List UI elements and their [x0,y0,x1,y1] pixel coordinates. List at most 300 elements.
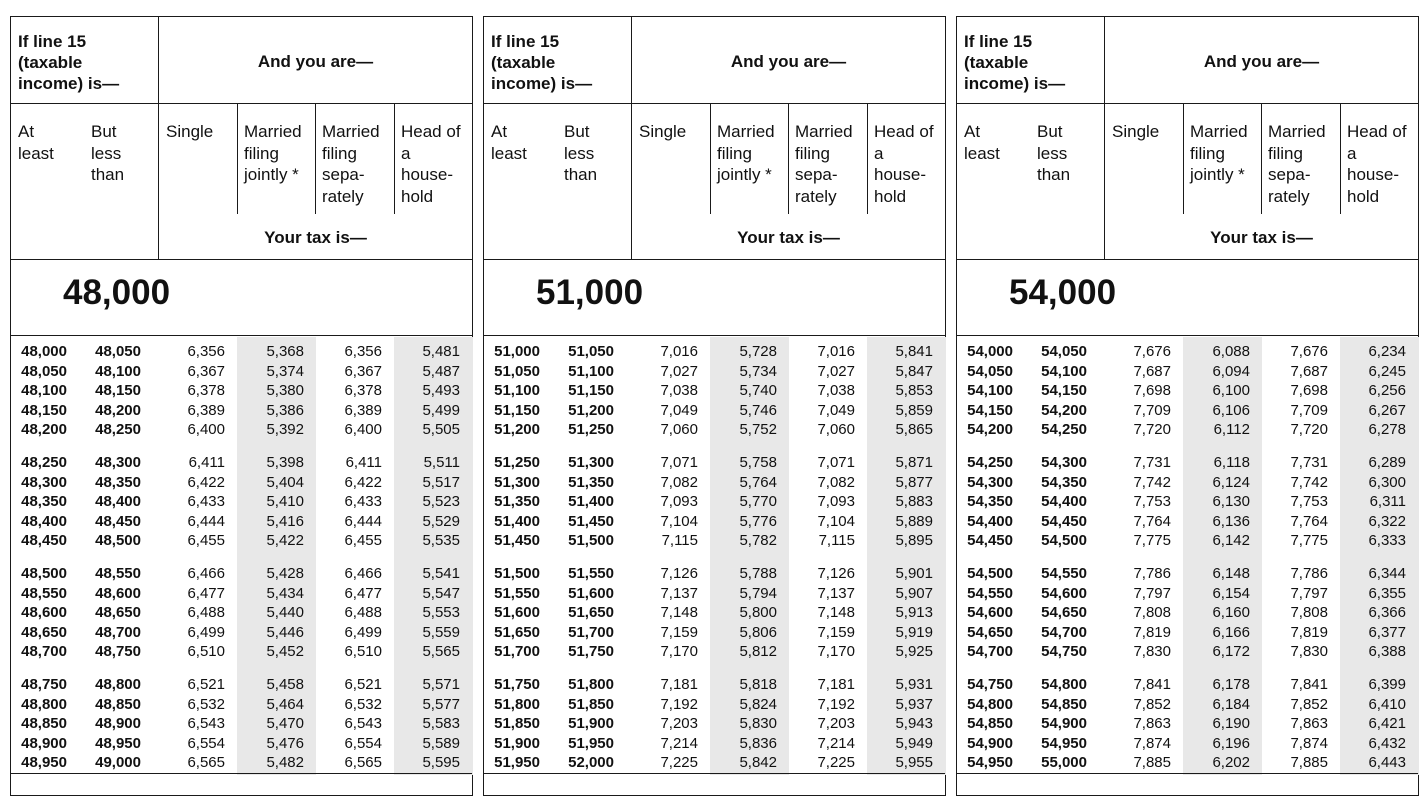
cell-head-of-household: 5,949 [895,734,933,752]
cell-married-separately: 7,753 [1290,493,1328,511]
cell-at-least: 51,250 [494,453,540,471]
cell-single: 7,115 [661,532,698,550]
cell-married-separately: 7,093 [817,493,855,511]
cell-but-less-than: 54,700 [1041,623,1087,641]
row-group [11,453,472,551]
cell-at-least: 51,350 [494,493,540,511]
table-row [484,753,945,773]
status-col-divider [788,103,789,214]
cell-but-less-than: 51,500 [568,532,614,550]
cell-but-less-than: 48,300 [95,453,141,471]
cell-at-least: 54,450 [967,532,1013,550]
cell-single: 6,543 [187,715,225,733]
cell-head-of-household: 5,493 [422,382,460,400]
cell-at-least: 48,750 [21,675,67,693]
cell-at-least: 54,150 [967,401,1013,419]
cell-at-least: 51,800 [494,695,540,713]
cell-at-least: 48,050 [21,362,67,380]
cell-at-least: 54,600 [967,604,1013,622]
cell-single: 7,038 [660,382,698,400]
cell-at-least: 54,350 [967,493,1013,511]
cell-at-least: 48,600 [21,604,67,622]
cell-single: 6,477 [187,584,225,602]
table-row [11,623,472,643]
cell-at-least: 54,700 [967,643,1013,661]
cell-married-jointly: 5,422 [266,532,304,550]
cell-single: 6,466 [187,564,225,582]
cell-married-jointly: 6,124 [1212,473,1250,491]
col-but-less-than-header: But less than [91,122,125,184]
table-row [957,584,1418,604]
cell-but-less-than: 51,450 [568,512,614,530]
cell-but-less-than: 51,600 [568,584,614,602]
table-row [11,753,472,773]
table-body [11,342,472,786]
cell-single: 7,874 [1133,734,1171,752]
cell-at-least: 51,900 [494,734,540,752]
cell-at-least: 54,900 [967,734,1013,752]
cell-single: 6,488 [187,604,225,622]
table-row [11,342,472,362]
table-row [11,734,472,754]
cell-at-least: 51,700 [494,643,540,661]
table-row [11,531,472,551]
cell-but-less-than: 51,900 [568,715,614,733]
cell-married-jointly: 6,160 [1212,604,1250,622]
col-single-header: Single [166,122,214,141]
cell-married-separately: 7,082 [817,473,855,491]
row-group [957,564,1418,662]
tax-panel-2 [483,16,946,796]
cell-single: 6,499 [187,623,225,641]
table-row [484,473,945,493]
cell-at-least: 51,650 [494,623,540,641]
cell-single: 7,863 [1133,715,1171,733]
cell-married-separately: 6,554 [344,734,382,752]
cell-head-of-household: 6,443 [1368,754,1406,772]
cell-but-less-than: 48,900 [95,715,141,733]
cell-single: 6,532 [187,695,225,713]
col-at-least-header: At least [18,122,54,163]
table-row [957,492,1418,512]
cell-single: 7,170 [660,643,698,661]
cell-but-less-than: 54,500 [1041,532,1087,550]
cell-single: 7,225 [660,754,698,772]
cell-married-jointly: 5,800 [739,604,777,622]
row-group [957,453,1418,551]
table-row [484,381,945,401]
table-row [484,584,945,604]
cell-married-separately: 7,885 [1290,754,1328,772]
cell-head-of-household: 5,847 [895,362,933,380]
cell-at-least: 51,850 [494,715,540,733]
cell-single: 7,698 [1133,382,1171,400]
cell-at-least: 48,500 [21,564,67,582]
cell-single: 7,126 [660,564,698,582]
cell-married-separately: 6,433 [344,493,382,511]
cell-single: 6,356 [187,343,225,360]
cell-married-jointly: 6,196 [1212,734,1250,752]
header-bottom-rule [957,259,1418,260]
cell-at-least: 51,400 [494,512,540,530]
cell-single: 7,137 [660,584,698,602]
cell-married-jointly: 5,416 [266,512,304,530]
cell-head-of-household: 5,583 [422,715,460,733]
cell-married-jointly: 5,434 [266,584,304,602]
cell-married-jointly: 5,770 [739,493,777,511]
cell-single: 7,753 [1133,493,1171,511]
cell-married-separately: 7,104 [817,512,855,530]
cell-married-separately: 7,214 [817,734,855,752]
cell-married-jointly: 5,476 [266,734,304,752]
cell-married-separately: 7,170 [817,643,855,661]
cell-single: 7,071 [660,453,698,471]
cell-married-separately: 7,687 [1290,362,1328,380]
tax-panel-1 [10,16,473,796]
cell-married-separately: 6,532 [344,695,382,713]
cell-but-less-than: 54,600 [1041,584,1087,602]
table-row [11,420,472,440]
cell-single: 7,797 [1133,584,1171,602]
table-body [957,342,1418,786]
table-row [957,623,1418,643]
cell-at-least: 48,350 [21,493,67,511]
cell-married-jointly: 5,740 [739,382,777,400]
table-row [11,453,472,473]
cell-married-separately: 7,038 [817,382,855,400]
cell-at-least: 48,400 [21,512,67,530]
cell-head-of-household: 5,481 [422,343,460,360]
cell-at-least: 54,500 [967,564,1013,582]
cell-head-of-household: 5,883 [895,493,933,511]
cell-married-separately: 6,356 [344,343,382,360]
cell-married-separately: 7,126 [817,564,855,582]
cell-single: 7,093 [660,493,698,511]
cell-married-jointly: 6,118 [1213,453,1250,471]
cell-head-of-household: 6,377 [1368,623,1406,641]
col-married-jointly-header: Married filing jointly * [717,122,775,184]
cell-at-least: 48,800 [21,695,67,713]
cell-single: 7,049 [660,401,698,419]
cell-married-jointly: 5,398 [266,453,304,471]
status-col-divider [237,103,238,214]
cell-single: 7,764 [1133,512,1171,530]
cell-married-jointly: 5,782 [739,532,777,550]
if-line-label: If line 15 (taxable income) is— [964,32,1066,93]
and-you-are-label: And you are— [730,52,847,71]
your-tax-is-label: Your tax is— [264,228,367,247]
row-group [484,453,945,551]
cell-married-jointly: 5,482 [266,754,304,772]
table-row [957,642,1418,662]
col-head-of-household-header: Head of a house- hold [401,122,461,206]
cell-single: 7,742 [1133,473,1171,491]
cell-married-separately: 6,444 [344,512,382,530]
row-group [484,564,945,662]
table-row [11,362,472,382]
cell-single: 6,521 [187,675,225,693]
cell-married-jointly: 5,428 [266,564,304,582]
header-bottom-rule [11,259,472,260]
cell-but-less-than: 54,200 [1041,401,1087,419]
cell-but-less-than: 49,000 [95,754,141,772]
cell-married-jointly: 5,794 [739,584,777,602]
cell-at-least: 54,550 [967,584,1013,602]
cell-married-jointly: 6,100 [1212,382,1250,400]
cell-but-less-than: 48,700 [95,623,141,641]
table-row [484,623,945,643]
section-bottom-rule [484,335,945,336]
cell-at-least: 54,850 [967,715,1013,733]
cell-single: 7,060 [660,421,698,439]
cell-head-of-household: 5,595 [422,754,460,772]
cell-at-least: 48,850 [21,715,67,733]
cell-single: 6,444 [187,512,225,530]
table-row [957,473,1418,493]
status-col-divider [315,103,316,214]
cell-at-least: 54,950 [967,754,1013,772]
cell-married-separately: 6,411 [345,453,382,471]
cell-but-less-than: 51,100 [568,362,614,380]
cell-but-less-than: 54,350 [1041,473,1087,491]
cell-head-of-household: 6,344 [1368,564,1406,582]
cell-married-separately: 7,676 [1290,343,1328,360]
cell-married-separately: 7,709 [1290,401,1328,419]
cell-married-separately: 7,027 [817,362,855,380]
cell-but-less-than: 54,800 [1041,675,1087,693]
cell-married-jointly: 6,178 [1212,675,1250,693]
table-row [11,695,472,715]
cell-at-least: 54,050 [967,362,1013,380]
cell-single: 7,841 [1133,675,1171,693]
cell-married-separately: 7,148 [817,604,855,622]
cell-single: 6,422 [187,473,225,491]
cell-head-of-household: 5,913 [895,604,933,622]
cell-married-separately: 6,477 [344,584,382,602]
cell-single: 7,148 [660,604,698,622]
cell-single: 7,720 [1133,421,1171,439]
table-row [957,564,1418,584]
cell-married-jointly: 6,106 [1212,401,1250,419]
cell-at-least: 48,900 [21,734,67,752]
cell-at-least: 48,150 [21,401,67,419]
cell-married-separately: 6,466 [344,564,382,582]
table-row [957,512,1418,532]
cell-married-jointly: 5,728 [739,343,777,360]
cell-head-of-household: 5,841 [895,343,933,360]
cell-married-separately: 7,159 [817,623,855,641]
section-bottom-rule [957,335,1418,336]
cell-single: 7,027 [660,362,698,380]
cell-head-of-household: 5,871 [895,453,933,471]
table-row [957,420,1418,440]
cell-married-jointly: 5,734 [739,362,777,380]
cell-head-of-household: 6,311 [1369,493,1406,511]
table-row [484,342,945,362]
cell-head-of-household: 5,937 [895,695,933,713]
cell-but-less-than: 48,550 [95,564,141,582]
cell-single: 6,367 [187,362,225,380]
cell-head-of-household: 5,565 [422,643,460,661]
cell-at-least: 51,600 [494,604,540,622]
table-row [484,512,945,532]
cell-married-separately: 7,874 [1290,734,1328,752]
cell-married-separately: 7,720 [1290,421,1328,439]
cell-head-of-household: 5,553 [422,604,460,622]
table-row [484,714,945,734]
cell-at-least: 48,650 [21,623,67,641]
row-group [11,342,472,440]
your-tax-is-label: Your tax is— [1210,228,1313,247]
cell-married-separately: 7,049 [817,401,855,419]
cell-at-least: 48,000 [21,343,67,360]
cell-married-separately: 7,731 [1290,453,1328,471]
cell-but-less-than: 54,550 [1041,564,1087,582]
cell-married-separately: 6,455 [344,532,382,550]
cell-at-least: 54,300 [967,473,1013,491]
cell-but-less-than: 48,150 [95,382,141,400]
cell-but-less-than: 51,050 [568,343,614,360]
row-group [957,342,1418,440]
cell-single: 6,389 [187,401,225,419]
cell-but-less-than: 48,100 [95,362,141,380]
table-row [11,512,472,532]
cell-single: 7,104 [660,512,698,530]
cell-married-jointly: 6,166 [1212,623,1250,641]
cell-single: 6,411 [188,453,225,471]
cell-but-less-than: 48,600 [95,584,141,602]
if-line-label: If line 15 (taxable income) is— [491,32,593,93]
cell-head-of-household: 5,535 [422,532,460,550]
cell-single: 7,016 [660,343,698,360]
status-col-divider [1183,103,1184,214]
cell-head-of-household: 5,505 [422,421,460,439]
cell-at-least: 51,000 [494,343,540,360]
cell-single: 6,455 [187,532,225,550]
cell-married-jointly: 5,836 [739,734,777,752]
cell-but-less-than: 51,750 [568,643,614,661]
cell-married-jointly: 6,088 [1212,343,1250,360]
table-body [484,342,945,786]
cell-head-of-household: 6,256 [1368,382,1406,400]
cell-head-of-household: 5,517 [422,473,460,491]
cell-single: 7,181 [660,675,698,693]
cell-married-separately: 6,565 [344,754,382,772]
table-row [957,675,1418,695]
cell-but-less-than: 48,400 [95,493,141,511]
cell-married-jointly: 5,440 [266,604,304,622]
cell-single: 7,852 [1133,695,1171,713]
and-you-are-label: And you are— [257,52,374,71]
cell-head-of-household: 5,931 [895,675,933,693]
cell-but-less-than: 54,750 [1041,643,1087,661]
cell-at-least: 51,050 [494,362,540,380]
row-group [11,564,472,662]
cell-head-of-household: 5,919 [895,623,933,641]
cell-married-jointly: 6,112 [1213,421,1250,439]
cell-at-least: 51,150 [494,401,540,419]
cell-single: 7,885 [1133,754,1171,772]
cell-married-separately: 7,863 [1290,715,1328,733]
cell-but-less-than: 55,000 [1041,754,1087,772]
cell-at-least: 54,750 [967,675,1013,693]
cell-head-of-household: 6,432 [1368,734,1406,752]
cell-head-of-household: 5,559 [422,623,460,641]
cell-married-jointly: 5,812 [739,643,777,661]
row-group [484,342,945,440]
cell-but-less-than: 51,150 [568,382,614,400]
cell-but-less-than: 54,850 [1041,695,1087,713]
cell-single: 6,565 [187,754,225,772]
col-single-header: Single [1112,122,1160,141]
cell-head-of-household: 5,511 [423,453,460,471]
table-row [957,753,1418,773]
cell-married-separately: 6,378 [344,382,382,400]
cell-married-separately: 6,389 [344,401,382,419]
cell-head-of-household: 5,529 [422,512,460,530]
cell-at-least: 48,300 [21,473,67,491]
cell-head-of-household: 5,907 [895,584,933,602]
cell-married-separately: 6,510 [344,643,382,661]
table-row [484,420,945,440]
cell-single: 7,192 [660,695,698,713]
cell-at-least: 51,750 [494,675,540,693]
cell-married-separately: 7,841 [1290,675,1328,693]
table-row [957,342,1418,362]
cell-married-jointly: 5,452 [266,643,304,661]
cell-head-of-household: 5,865 [895,421,933,439]
col-married-separately-header: Married filing sepa- rately [1268,122,1326,206]
cell-married-separately: 7,060 [817,421,855,439]
section-bottom-rule [11,335,472,336]
cell-married-separately: 7,742 [1290,473,1328,491]
cell-but-less-than: 48,850 [95,695,141,713]
cell-at-least: 48,700 [21,643,67,661]
cell-at-least: 51,550 [494,584,540,602]
cell-but-less-than: 54,650 [1041,604,1087,622]
cell-married-jointly: 5,446 [266,623,304,641]
cell-married-separately: 6,543 [344,715,382,733]
table-row [957,714,1418,734]
cell-at-least: 54,650 [967,623,1013,641]
table-row [957,362,1418,382]
cell-head-of-household: 6,322 [1368,512,1406,530]
cell-married-jointly: 5,824 [739,695,777,713]
cell-head-of-household: 5,955 [895,754,933,772]
cell-married-jointly: 5,788 [739,564,777,582]
cell-single: 7,830 [1133,643,1171,661]
cell-married-jointly: 5,464 [266,695,304,713]
table-row [11,642,472,662]
cell-head-of-household: 6,289 [1368,453,1406,471]
cell-married-separately: 7,819 [1290,623,1328,641]
table-row [484,492,945,512]
cell-head-of-household: 6,366 [1368,604,1406,622]
col-but-less-than-header: But less than [564,122,598,184]
cell-married-separately: 6,400 [344,421,382,439]
col-head-of-household-header: Head of a house- hold [1347,122,1407,206]
cell-married-separately: 6,367 [344,362,382,380]
cell-but-less-than: 48,800 [95,675,141,693]
table-row [484,531,945,551]
cell-married-jointly: 5,470 [266,715,304,733]
cell-head-of-household: 5,547 [422,584,460,602]
cell-single: 7,808 [1133,604,1171,622]
status-col-divider [1340,103,1341,214]
col-married-jointly-header: Married filing jointly * [244,122,302,184]
cell-at-least: 54,400 [967,512,1013,530]
cell-head-of-household: 5,925 [895,643,933,661]
